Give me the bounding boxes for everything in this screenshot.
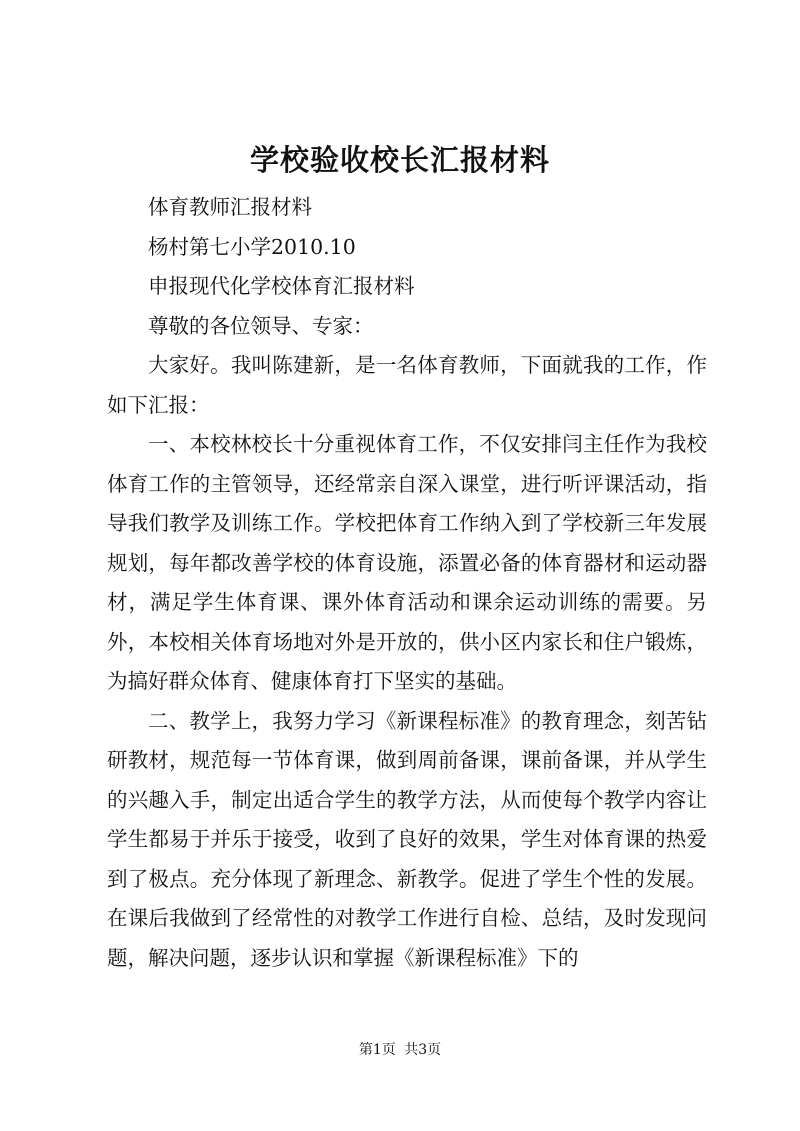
paragraph-salutation: 尊敬的各位领导、专家： — [148, 313, 374, 338]
paragraph-subtitle: 体育教师汇报材料 — [148, 195, 312, 219]
paragraph-greeting: 大家好。我叫陈建新，是一名体育教师，下面就我的工作，作如下汇报： — [107, 353, 707, 417]
paragraph-section-two: 二、教学上，我努力学习《新课程标准》的教育理念，刻苦钻研教材，规范每一节体育课，做到周前备课，课前备课，并从学生的兴趣入手，制定出适合学生的教学方法，从而使每个教学内容让学生都易于并乐于接受，收到了良好的效果，学生对体育课的热爱到了极点。充分体现了新理念、新教学。促进了学生个性的发展。在课后我做到了经常性的对教学工作进行自检、总结，及时发现问题，解决问题，逐步认识和掌握《新课程标准》下的 — [107, 708, 707, 970]
paragraph-school-date: 杨村第七小学2010.10 — [148, 234, 356, 259]
page-number: 第1页 — [358, 1042, 396, 1058]
paragraph-section-one: 一、本校林校长十分重视体育工作，不仅安排闫主任作为我校体育工作的主管领导，还经常亲自深入课堂，进行听评课活动，指导我们教学及训练工作。学校把体育工作纳入到了学校新三年发展规划，每年都改善学校的体育设施，添置必备的体育器材和运动器材，满足学生体育课、课外体育活动和课余运动训练的需要。另外，本校相关体育场地对外是开放的，供小区内家长和住户锻炼，为搞好群众体育、健康体育打下坚实的基础。 — [107, 432, 707, 693]
document-title: 学校验收校长汇报材料 — [249, 143, 550, 177]
paragraph-report-heading: 申报现代化学校体育汇报材料 — [148, 274, 415, 298]
page-footer — [0, 1040, 800, 1060]
document-body — [107, 188, 707, 978]
page-total: 共3页 — [404, 1042, 442, 1058]
